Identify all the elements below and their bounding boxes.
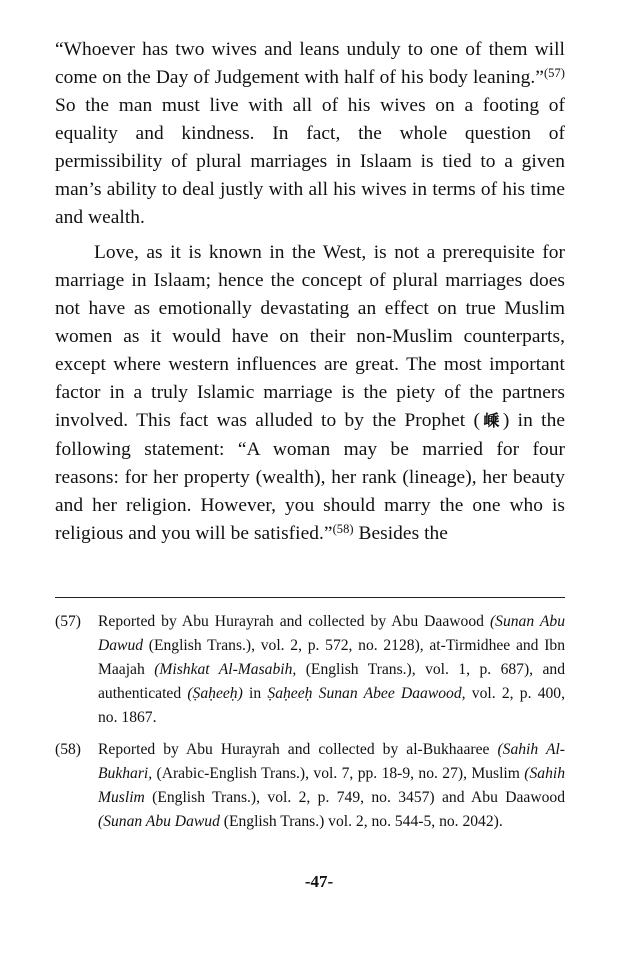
footnote-title: (Ṣaḥeeḥ) — [187, 685, 243, 702]
body-text — [55, 36, 565, 548]
footnote-text: vol. 2, p. 400, no. 1867. — [98, 685, 565, 726]
footnote-ref-58[interactable]: (58) — [332, 522, 354, 536]
footnote-text: (English Trans.) vol. 2, no. 544-5, no. 2042). — [219, 813, 503, 830]
paragraph-1-text-cont: So the man must live with all of his wives on a footing of equality and kindness. In fact, the whole question of permissibility of plural marriages in Islaam is tied to a given man’s ability to deal justly with all his wives in terms of his time and wealth. — [55, 95, 565, 228]
footnotes — [55, 610, 565, 834]
footnote-text: (English Trans.), vol. 2, p. 572, no. 2128), at-Tirmidhee and Ibn Maajah — [98, 637, 565, 678]
footnote-57 — [55, 610, 565, 730]
footnote-58 — [55, 738, 565, 834]
footnote-title: (Sahih Muslim — [98, 765, 565, 806]
paragraph-2 — [55, 239, 565, 548]
footnote-number: (58) — [55, 741, 81, 758]
footnote-title: (Sahih Al-Bukhari, — [98, 741, 565, 782]
salutation-icon: 嵊 — [479, 413, 503, 430]
footnote-text: (English Trans.), vol. 1, p. 687), and authenticated — [98, 661, 565, 702]
paragraph-1-text: “Whoever has two wives and leans unduly to one of them will come on the Day of Judgement with half of his body leaning.” — [55, 39, 565, 88]
paragraph-2-text-end: Besides the — [353, 523, 448, 544]
footnote-text: Reported by Abu Hurayrah and collected by al-Bukhaaree — [98, 741, 498, 758]
paragraph-1 — [55, 36, 565, 232]
paragraph-2-text-cont: ) in the following statement: “A woman may be married for four reasons: for her property (wealth), her rank (lineage), her beauty and her religion. However, you should marry the one who is religious and you will be satisfied.” — [55, 410, 566, 544]
footnote-text: in — [242, 685, 268, 702]
footnote-divider — [55, 597, 565, 598]
footnote-text: (English Trans.), vol. 2, p. 749, no. 3457) and Abu Daawood — [144, 789, 565, 806]
footnote-title: Ṣaḥeeḥ Sunan Abee Daawood, — [267, 685, 466, 702]
footnote-number: (57) — [55, 613, 81, 630]
page-number: -47- — [304, 872, 334, 891]
footnote-text: (Arabic-English Trans.), vol. 7, pp. 18-9, no. 27), Muslim — [152, 765, 525, 782]
footnote-title: (Mishkat Al-Masabih, — [154, 661, 297, 678]
footnote-ref-57[interactable]: (57) — [543, 66, 565, 80]
footnote-title: (Sunan Abu Dawud — [98, 613, 565, 654]
paragraph-2-text: Love, as it is known in the West, is not a prerequisite for marriage in Islaam; hence the concept of plural marriages does not have as emotionally devastating an effect on true Muslim women as it would have on their non-Muslim counterparts, except where western influences are great. The most important factor in a truly Islamic marriage is the piety of the partners involved. This fact was alluded to by the Prophet ( — [55, 242, 565, 431]
footnote-text: Reported by Abu Hurayrah and collected by Abu Daawood — [98, 613, 490, 630]
footnote-title: (Sunan Abu Dawud — [98, 813, 220, 830]
